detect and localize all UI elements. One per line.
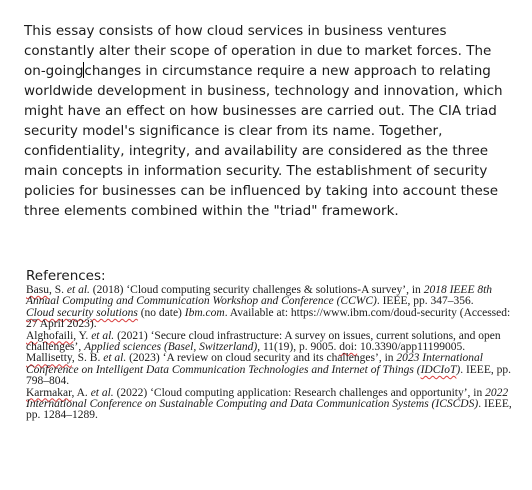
reference-item-karmakar[interactable]: Karmakar, A. et al. (2022) ‘Cloud computing application: Research challenges and opportunity’, in 2022 International Conference on Sustainable Computing and Data Communication Systems (ICSCDS). IEEE, pp. 1284–1289. xyxy=(26,386,512,422)
reference-author: Karmakar xyxy=(26,386,72,399)
reference-author: Basu xyxy=(26,284,49,296)
reference-author: Alghofaili xyxy=(26,329,74,342)
essay-text-before-caret: This essay consists of how cloud services in business ventures constantly alter their scope of operation in due to market forces. The on-going xyxy=(24,23,492,79)
reference-venue: 2018 IEEE 8th Annual Computing and Communication Workshop and Conference (CCWC) xyxy=(26,284,493,308)
references-heading: References: xyxy=(26,268,106,284)
essay-paragraph[interactable] xyxy=(24,21,516,221)
reference-list xyxy=(26,285,516,422)
reference-journal: Applied sciences (Basel, Switzerland) xyxy=(84,341,258,354)
reference-site: Ibm.com xyxy=(184,306,225,319)
reference-author: Mallisetty xyxy=(26,352,72,365)
reference-venue: 2023 International Conference on Intelligent Data Communication Technologies and Internet of Things ( xyxy=(26,352,483,376)
reference-venue-abbr: IDCIoT xyxy=(420,363,457,376)
reference-item-mallisetty[interactable]: Mallisetty, S. B. et al. (2023) ‘A review on cloud security and its challenges’, in 2023 International Conference on Intelligent Data Communication Technologies and Internet of Things (IDCIoT). IEEE, pp. 798–804. xyxy=(26,352,511,388)
reference-title: Cloud security solutions xyxy=(26,306,138,319)
reference-item-basu[interactable]: Basu, S. et al. (2018) ‘Cloud computing security challenges & solutions-A survey’, in 2018 IEEE 8th Annual Computing and Communication Workshop and Conference (CCWC). IEEE, pp. 347–356. xyxy=(26,284,493,308)
reference-item-alghofaili[interactable]: Alghofaili, Y. et al. (2021) ‘Secure cloud infrastructure: A survey on issues, current solutions, and open challenges’, Applied sciences (Basel, Switzerland), 11(19), p. 9005. doi: 10.3390/app11199005. xyxy=(26,329,501,354)
reference-doi: 10.3390/app11199005. xyxy=(357,341,466,354)
reference-doi-label: doi: xyxy=(339,341,358,354)
essay-text-after-caret: changes in circumstance require a new approach to relating worldwide development in business, technology and innovation, which might have an effect on how businesses are carried out. The CIA triad security model's significance is clear from its name. Together, confidentiality, integrity, and availability are considered as the three main concepts in information security. The establishment of security policies for businesses can be influenced by taking into account these three elements combined within the "triad" framework. xyxy=(24,63,503,219)
reference-venue: 2022 International Conference on Sustainable Computing and Data Communication Systems (ICSCDS) xyxy=(26,386,509,411)
reference-item-ibm[interactable]: Cloud security solutions (no date) Ibm.com. Available at: https://www.ibm.com/doud-security (Accessed: 27 April 2023). xyxy=(26,306,511,331)
